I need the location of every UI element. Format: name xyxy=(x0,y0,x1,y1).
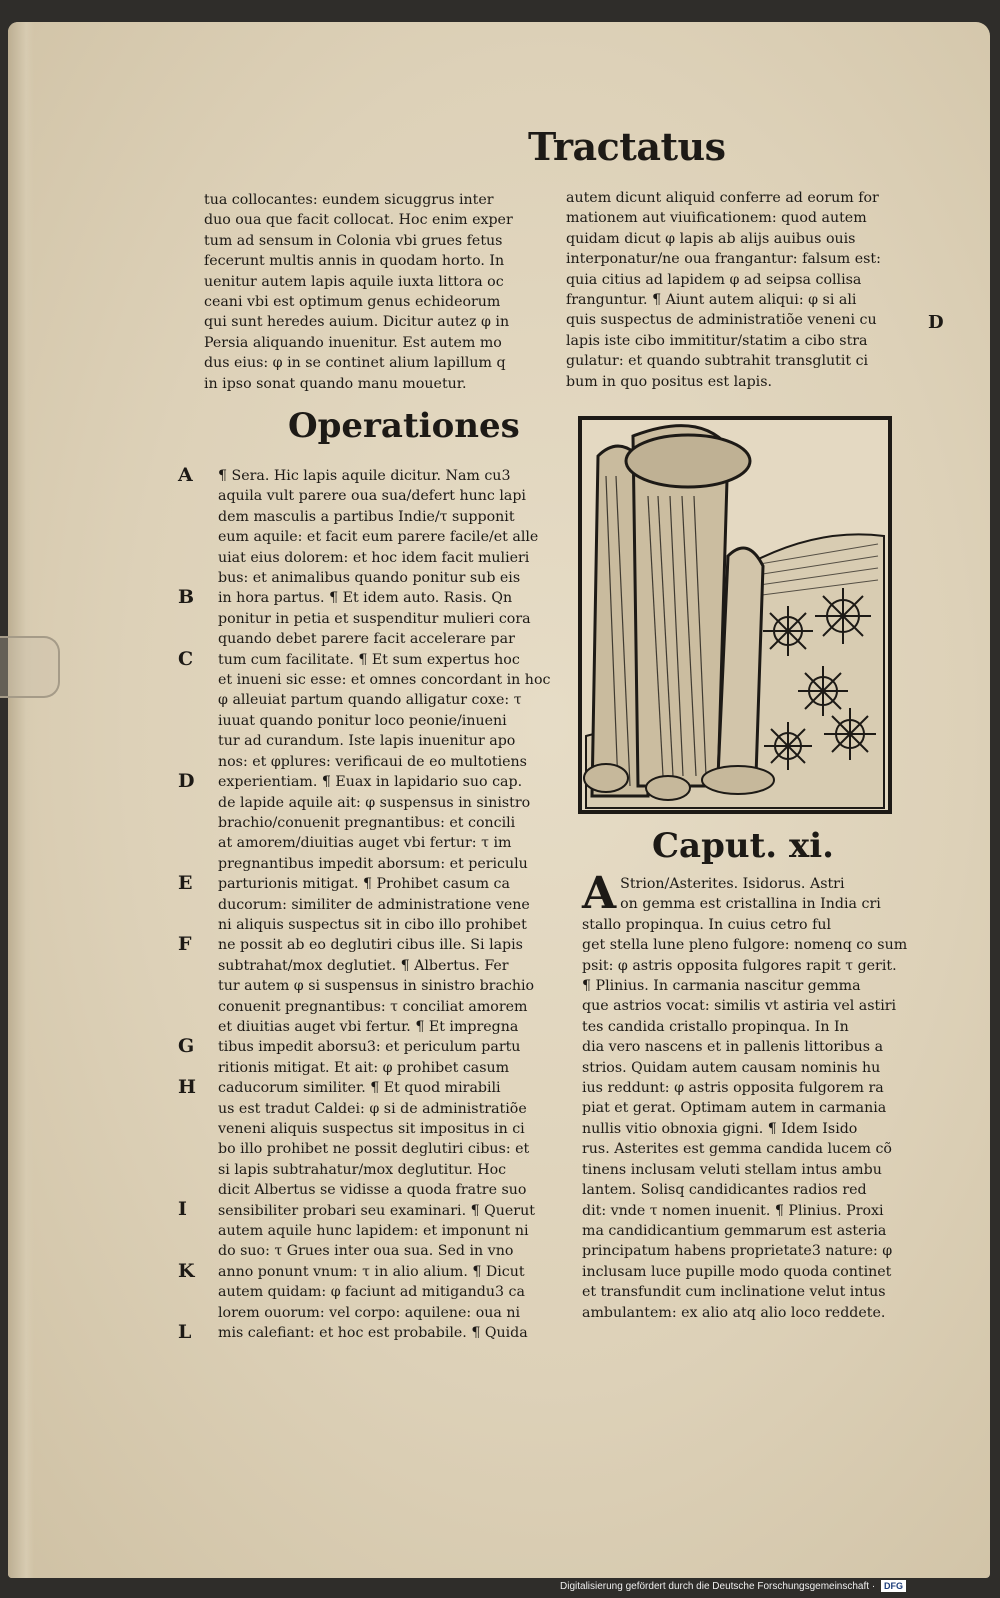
text-line: φ alleuiat partum quando alligatur coxe: τ xyxy=(218,692,522,709)
text-line: eum aquile: et facit eum parere facile/et alle xyxy=(218,529,539,546)
text-line: qui sunt heredes auium. Dicitur autez φ in xyxy=(204,314,510,331)
dfg-logo: DFG xyxy=(881,1580,906,1592)
text-line: Persia aliquando inuenitur. Est autem mo xyxy=(204,334,502,351)
text-line: dia vero nascens et in pallenis littoribus a xyxy=(582,1039,884,1056)
margin-letter: H xyxy=(178,1076,196,1098)
text-line: Strion/Asterites. Isidorus. Astri xyxy=(620,876,845,892)
text-line: at amorem/diuitias auget vbi fertur: τ im xyxy=(218,835,512,852)
chapter-text xyxy=(582,868,920,1323)
side-margin-letter: D xyxy=(928,312,944,333)
woodcut-illustration xyxy=(578,416,892,814)
operationes-text xyxy=(218,466,566,1343)
text-line: de lapide aquile ait: φ suspensus in sinistro xyxy=(218,794,531,811)
running-title: Tractatus xyxy=(528,124,726,169)
margin-letter: L xyxy=(178,1320,192,1343)
text-line: caducorum similiter. ¶ Et quod mirabili xyxy=(218,1080,501,1097)
text-line: et transfundit cum inclinatione velut intus xyxy=(582,1284,886,1301)
text-line: nullis vitio obnoxia gigni. ¶ Idem Isido xyxy=(582,1120,858,1137)
text-line: lantem. Solisq candidicantes radios red xyxy=(582,1182,867,1199)
margin-letter: F xyxy=(178,933,192,956)
text-line: que astrios vocat: similis vt astiria vel astiri xyxy=(582,998,897,1015)
text-line: tes candida cristallo propinqua. In In xyxy=(582,1018,849,1035)
text-line: us est tradut Caldei: φ si de administratiõe xyxy=(218,1100,527,1117)
text-line: pregnantibus impedit aborsum: et periculu xyxy=(218,855,528,872)
text-line: quando debet parere facit accelerare par xyxy=(218,631,515,648)
text-line: brachio/conuenit pregnantibus: et concili xyxy=(218,814,516,831)
text-line: quis suspectus de administratiõe veneni cu xyxy=(566,312,877,329)
text-line: et diuitias auget vbi fertur. ¶ Et impregna xyxy=(218,1018,519,1035)
margin-letter: D xyxy=(178,770,195,792)
text-line: bo illo prohibet ne possit deglutiri cibus: et xyxy=(218,1141,530,1158)
text-line: quidam dicut φ lapis ab alijs auibus ouis xyxy=(566,230,856,247)
drop-initial: A xyxy=(582,868,617,919)
text-line: dit: vnde τ nomen inuenit. ¶ Plinius. Proxi xyxy=(582,1202,884,1219)
text-line: ¶ Sera. Hic lapis aquile dicitur. Nam cu3 xyxy=(218,468,511,484)
text-line: do suo: τ Grues inter oua sua. Sed in vno xyxy=(218,1243,514,1260)
text-line: ius reddunt: φ astris opposita fulgorem ra xyxy=(582,1080,884,1097)
page-stack-edge xyxy=(8,22,34,1578)
margin-letter: K xyxy=(178,1259,195,1282)
text-line: dem masculis a partibus Indie/τ supponit xyxy=(218,508,515,525)
text-line: bus: et animalibus quando ponitur sub eis xyxy=(218,570,521,587)
text-line: on gemma est cristallina in India cri xyxy=(620,896,881,913)
margin-letter: C xyxy=(178,647,194,670)
text-line: psit: φ astris opposita fulgores rapit τ gerit. xyxy=(582,957,897,974)
text-line: tum cum facilitate. ¶ Et sum expertus hoc xyxy=(218,651,520,668)
chapter-heading: Caput. xi. xyxy=(652,826,834,866)
text-line: ceani vbi est optimum genus echideorum xyxy=(204,294,501,311)
margin-letter: G xyxy=(178,1035,195,1058)
margin-letter: I xyxy=(178,1198,187,1221)
text-line: si lapis subtrahatur/mox deglutitur. Hoc xyxy=(218,1161,507,1178)
intro-right-column xyxy=(566,188,918,392)
margin-letter: E xyxy=(178,872,193,894)
text-line: dus eius: φ in se continet alium lapillum q xyxy=(204,355,506,372)
text-line: ne possit ab eo deglutiri cibus ille. Si lapis xyxy=(218,937,523,954)
text-line: uenitur autem lapis aquile iuxta littora oc xyxy=(204,273,504,290)
text-line: tum ad sensum in Colonia vbi grues fetus xyxy=(204,232,503,249)
text-line: ponitur in petia et suspenditur mulieri cora xyxy=(218,610,531,627)
text-line: mationem aut viuificationem: quod autem xyxy=(566,210,867,227)
text-line: quia citius ad lapidem φ ad seipsa collisa xyxy=(566,271,862,288)
text-line: rus. Asterites est gemma candida lucem cõ xyxy=(582,1141,892,1158)
text-line: subtrahat/mox deglutiet. ¶ Albertus. Fer xyxy=(218,957,509,974)
text-line: bum in quo positus est lapis. xyxy=(566,373,773,390)
text-line: fecerunt multis annis in quodam horto. In xyxy=(204,253,505,270)
text-line: ni aliquis suspectus sit in cibo illo prohibet xyxy=(218,916,527,933)
text-line: gulatur: et quando subtrahit transglutit ci xyxy=(566,353,869,370)
footer-text: Digitalisierung gefördert durch die Deutsche Forschungsgemeinschaft · xyxy=(560,1581,876,1592)
text-line: tinens inclusam veluti stellam intus ambu xyxy=(582,1161,882,1178)
text-line: autem dicunt aliquid conferre ad eorum for xyxy=(566,190,879,206)
text-line: lorem ouorum: vel corpo: aquilene: oua ni xyxy=(218,1304,521,1321)
text-line: strios. Quidam autem causam nominis hu xyxy=(582,1059,881,1076)
text-line: tur ad curandum. Iste lapis inuenitur apo xyxy=(218,733,516,750)
text-line: lapis iste cibo immititur/statim a cibo stra xyxy=(566,332,868,349)
text-line: principatum habens proprietate3 nature: φ xyxy=(582,1243,893,1260)
text-line: piat et gerat. Optimam autem in carmania xyxy=(582,1100,887,1117)
text-line: mis calefiant: et hoc est probabile. ¶ Quida xyxy=(218,1325,528,1342)
text-line: ma candidicantium gemmarum est asteria xyxy=(582,1222,887,1239)
text-line: veneni aliquis suspectus sit impositus in ci xyxy=(218,1121,525,1137)
text-line: iuuat quando ponitur loco peonie/inueni xyxy=(218,712,507,729)
text-line: autem quidam: φ faciunt ad mitigandu3 ca xyxy=(218,1284,525,1301)
text-line: in ipso sonat quando manu mouetur. xyxy=(204,375,467,392)
margin-letter: A xyxy=(178,464,193,486)
text-line: et inueni sic esse: et omnes concordant in hoc xyxy=(218,672,551,689)
text-line: inclusam luce pupille modo quoda continet xyxy=(582,1263,892,1280)
text-line: ¶ Plinius. In carmania nascitur gemma xyxy=(582,978,861,995)
text-line: stallo propinqua. In cuius cetro ful xyxy=(582,916,832,933)
intro-left-column xyxy=(204,190,554,394)
text-line: duo oua que facit collocat. Hoc enim exper xyxy=(204,212,513,229)
text-line: anno ponunt vnum: τ in alio alium. ¶ Dicut xyxy=(218,1263,525,1280)
text-line: interponatur/ne oua frangantur: falsum est: xyxy=(566,251,881,268)
text-line: experientiam. ¶ Euax in lapidario suo cap. xyxy=(218,774,523,791)
text-line: in hora partus. ¶ Et idem auto. Rasis. Qn xyxy=(218,590,513,607)
text-line: tur autem φ si suspensus in sinistro brachio xyxy=(218,978,535,995)
text-line: get stella lune pleno fulgore: nomenq co sum xyxy=(582,937,908,954)
operationes-heading: Operationes xyxy=(288,406,520,446)
text-line: franguntur. ¶ Aiunt autem aliqui: φ si ali xyxy=(566,292,857,309)
text-line: tua collocantes: eundem sicuggrus inter xyxy=(204,192,494,208)
text-line: dicit Albertus se vidisse a quoda fratre suo xyxy=(218,1182,527,1199)
text-line: parturionis mitigat. ¶ Prohibet casum ca xyxy=(218,876,510,893)
text-line: ambulantem: ex alio atq alio loco reddete. xyxy=(582,1304,886,1321)
page-clip xyxy=(0,636,60,698)
text-line: autem aquile hunc lapidem: et imponunt ni xyxy=(218,1223,529,1240)
margin-letter: B xyxy=(178,586,195,609)
digitization-footer xyxy=(560,1578,992,1596)
text-line: ritionis mitigat. Et ait: φ prohibet casum xyxy=(218,1059,510,1076)
text-line: nos: et φplures: verificaui de eo multotiens xyxy=(218,753,527,770)
text-line: uiat eius dolorem: et hoc idem facit mulieri xyxy=(218,549,530,566)
text-line: sensibiliter probari seu examinari. ¶ Querut xyxy=(218,1202,535,1219)
text-line: conuenit pregnantibus: τ conciliat amorem xyxy=(218,998,528,1015)
text-line: tibus impedit aborsu3: et periculum partu xyxy=(218,1039,521,1056)
text-line: aquila vult parere oua sua/defert hunc lapi xyxy=(218,488,526,505)
text-line: ducorum: similiter de administratione vene xyxy=(218,896,530,913)
